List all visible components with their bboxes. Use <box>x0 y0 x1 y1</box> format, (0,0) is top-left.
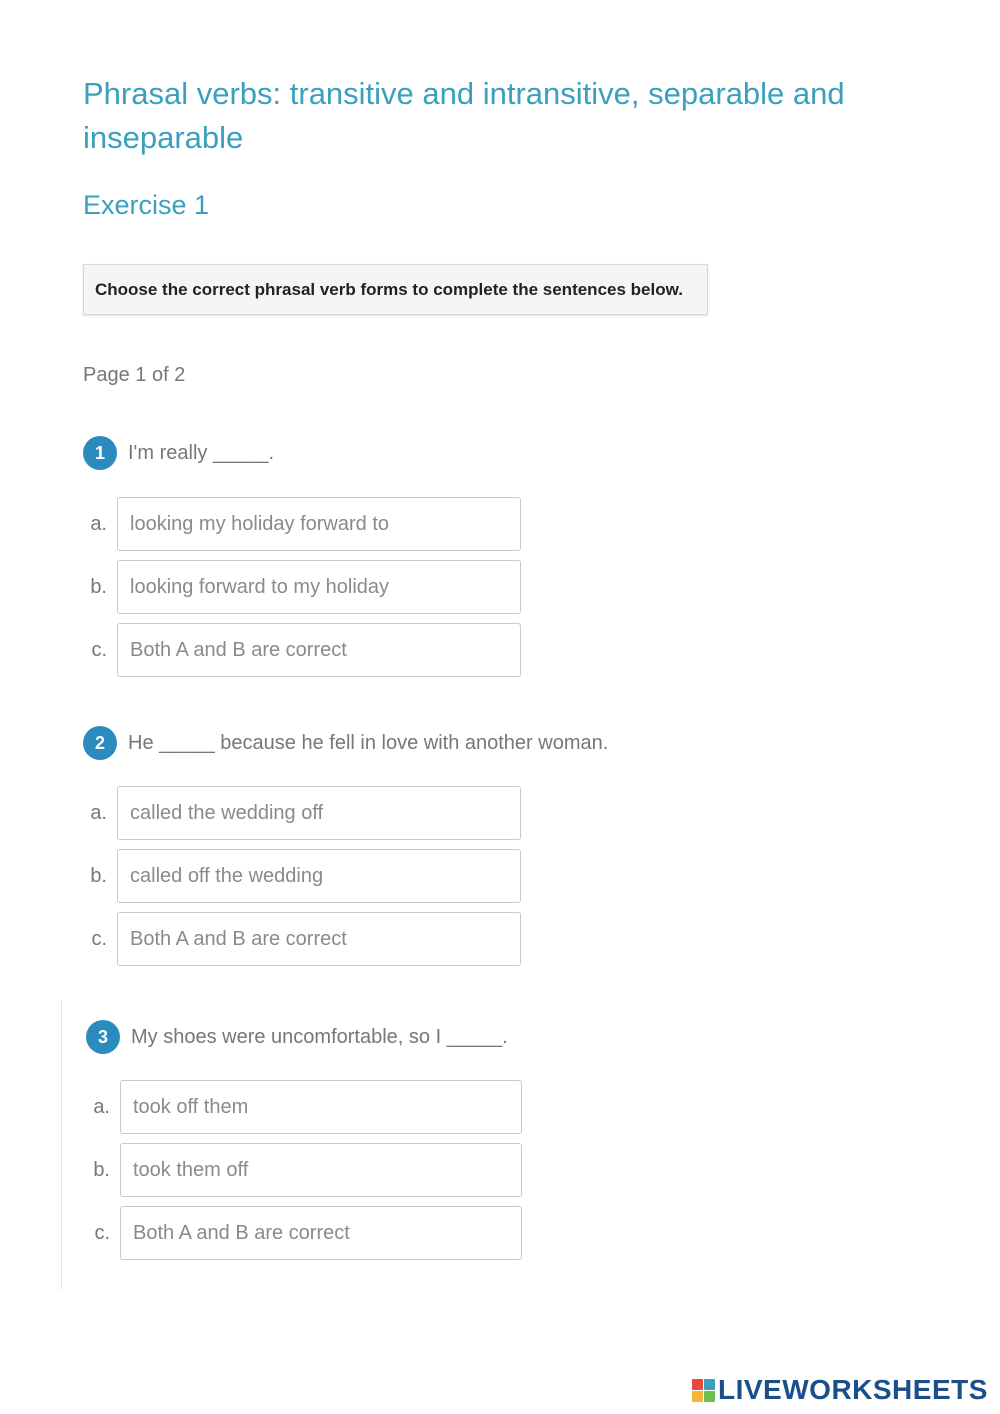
option-choice-box[interactable]: looking my holiday forward to <box>117 497 521 551</box>
question-3 <box>86 1019 522 1269</box>
question-text: My shoes were uncomfortable, so I _____. <box>131 1025 508 1048</box>
section-divider-line <box>61 1000 62 1290</box>
option-letter: c. <box>91 927 107 950</box>
answer-option-c <box>83 912 608 966</box>
answer-option-a <box>86 1080 522 1134</box>
option-choice-box[interactable]: took off them <box>120 1080 522 1134</box>
logo-square-green <box>704 1391 715 1402</box>
logo-square-red <box>692 1379 703 1390</box>
option-letter: a. <box>93 1095 110 1118</box>
answer-option-c <box>86 1206 522 1260</box>
answer-option-a <box>83 786 608 840</box>
option-choice-box[interactable]: took them off <box>120 1143 522 1197</box>
option-letter: a. <box>90 512 107 535</box>
question-number-badge: 2 <box>83 726 117 760</box>
option-choice-box[interactable]: Both A and B are correct <box>117 623 521 677</box>
answer-option-b <box>83 560 521 614</box>
option-choice-box[interactable]: called off the wedding <box>117 849 521 903</box>
logo-square-blue <box>704 1379 715 1390</box>
instruction-box: Choose the correct phrasal verb forms to complete the sentences below. <box>83 264 708 315</box>
question-2 <box>83 725 608 975</box>
option-letter: c. <box>94 1221 110 1244</box>
answer-option-a <box>83 497 521 551</box>
option-letter: a. <box>90 801 107 824</box>
question-number-badge: 3 <box>86 1020 120 1054</box>
liveworksheets-logo <box>692 1374 988 1406</box>
option-choice-box[interactable]: Both A and B are correct <box>117 912 521 966</box>
option-letter: c. <box>91 638 107 661</box>
option-choice-box[interactable]: looking forward to my holiday <box>117 560 521 614</box>
answer-option-c <box>83 623 521 677</box>
liveworksheets-logo-icon <box>692 1379 715 1402</box>
page-title: Phrasal verbs: transitive and intransitive, separable and inseparable <box>83 76 845 155</box>
question-text: I'm really _____. <box>128 441 275 464</box>
option-choice-box[interactable]: called the wedding off <box>117 786 521 840</box>
answer-option-b <box>86 1143 522 1197</box>
exercise-title: Exercise 1 <box>83 190 210 220</box>
answer-option-b <box>83 849 608 903</box>
page-indicator: Page 1 of 2 <box>83 364 186 386</box>
question-text: He _____ because he fell in love with another woman. <box>128 731 609 754</box>
brand-name: LIVEWORKSHEETS <box>718 1374 988 1405</box>
logo-square-yellow <box>692 1391 703 1402</box>
option-letter: b. <box>90 864 107 887</box>
option-letter: b. <box>90 575 107 598</box>
question-number-badge: 1 <box>83 436 117 470</box>
question-1 <box>83 435 521 686</box>
option-choice-box[interactable]: Both A and B are correct <box>120 1206 522 1260</box>
option-letter: b. <box>93 1158 110 1181</box>
